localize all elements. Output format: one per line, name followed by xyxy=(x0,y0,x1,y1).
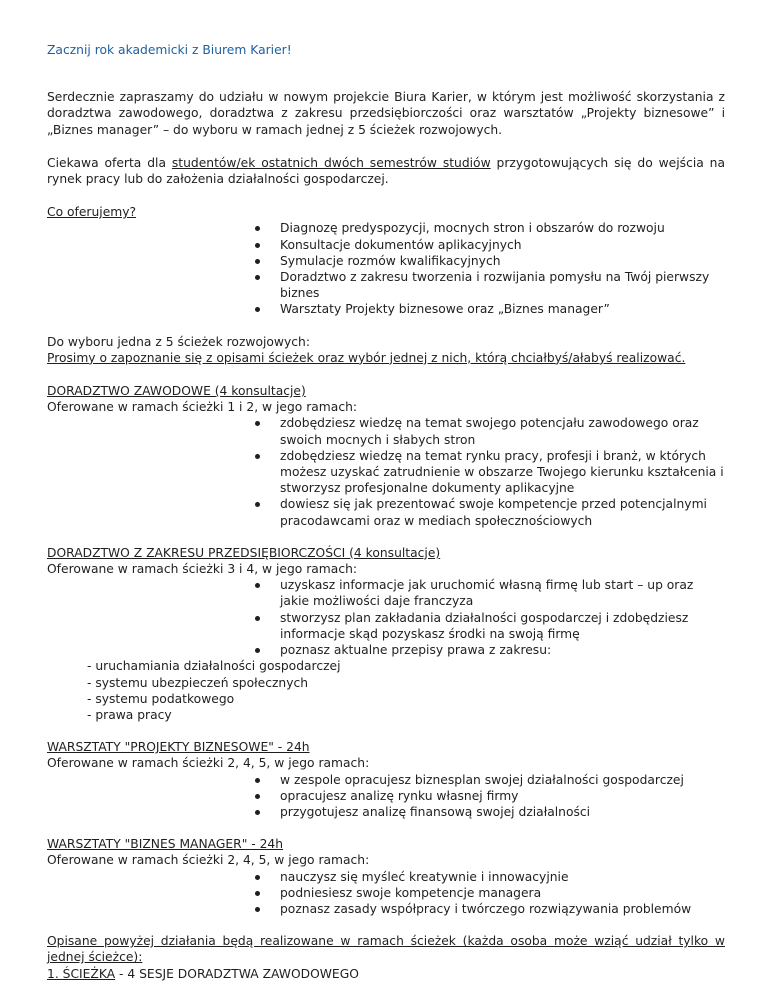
choice-instruction: Prosimy o zapoznanie się z opisami ścieżek oraz wybór jednej z nich, którą chciałbyś/ałabyś realizować. xyxy=(47,350,686,365)
offer-highlight: studentów/ek ostatnich dwóch semestrów studiów xyxy=(171,155,491,170)
list-item: stworzysz plan zakładania działalności gospodarczej i zdobędziesz informacje skąd pozyskasz środki na swoją firmę xyxy=(280,610,725,642)
dash-item: - systemu ubezpieczeń społecznych xyxy=(87,675,309,690)
section-heading: DORADZTWO Z ZAKRESU PRZEDSIĘBIORCZOŚCI (4 konsultacje) xyxy=(47,545,441,560)
list-item: nauczysz się myśleć kreatywnie i innowacyjnie xyxy=(280,869,725,885)
path-1 xyxy=(47,966,725,982)
list-item: w zespole opracujesz biznesplan swojej działalności gospodarczej xyxy=(280,772,725,788)
choice-line: Do wyboru jedna z 5 ścieżek rozwojowych: xyxy=(47,334,310,349)
section-list xyxy=(47,415,725,528)
offer-post: przygotowujących się do wejścia na rynek pracy lub do założenia działalności gospodarczej. xyxy=(47,155,726,187)
list-item: przygotujesz analizę finansową swojej działalności xyxy=(280,804,725,820)
document-title: Zacznij rok akademicki z Biurem Karier! xyxy=(47,43,292,57)
list-item: opracujesz analizę rynku własnej firmy xyxy=(280,788,725,804)
section-subtitle: Oferowane w ramach ścieżki 1 i 2, w jego ramach: xyxy=(47,400,358,415)
list-item: uzyskasz informacje jak uruchomić własną firmę lub start – up oraz jakie możliwości daje franczyza xyxy=(280,577,725,609)
section-heading: WARSZTATY "PROJEKTY BIZNESOWE" - 24h xyxy=(47,740,310,755)
dash-item: - prawa pracy xyxy=(87,707,172,722)
offer-paragraph xyxy=(47,155,725,187)
list-item: Doradztwo z zakresu tworzenia i rozwijania pomysłu na Twój pierwszy biznes xyxy=(280,269,725,301)
dash-item: - systemu podatkowego xyxy=(87,691,235,706)
section-subtitle: Oferowane w ramach ścieżki 3 i 4, w jego ramach: xyxy=(47,562,358,577)
list-item: poznasz zasady współpracy i twórczego rozwiązywania problemów xyxy=(280,901,725,917)
dash-item: - uruchamiania działalności gospodarczej xyxy=(87,659,341,674)
offer-pre: Ciekawa oferta dla xyxy=(47,155,172,170)
section-subtitle: Oferowane w ramach ścieżki 2, 4, 5, w jego ramach: xyxy=(47,756,370,771)
list-item: poznasz aktualne przepisy prawa z zakresu: xyxy=(280,642,725,658)
paths-heading: Opisane powyżej działania będą realizowane w ramach ścieżek (każda osoba może wziąć udział tylko w jednej ścieżce): xyxy=(47,934,725,965)
section-list xyxy=(47,577,725,658)
section-heading: WARSZTATY "BIZNES MANAGER" - 24h xyxy=(47,837,284,852)
list-item: Symulacje rozmów kwalifikacyjnych xyxy=(280,253,725,269)
path-1-text: - 4 SESJE DORADZTWA ZAWODOWEGO xyxy=(115,966,359,981)
what-we-offer-heading: Co oferujemy? xyxy=(47,205,137,220)
list-item: podniesiesz swoje kompetencje managera xyxy=(280,885,725,901)
list-item: zdobędziesz wiedzę na temat swojego potencjału zawodowego oraz swoich mocnych i słabych stron xyxy=(280,415,725,447)
list-item: dowiesz się jak prezentować swoje kompetencje przed potencjalnymi pracodawcami oraz w mediach społecznościowych xyxy=(280,496,725,528)
what-we-offer-list xyxy=(47,220,725,317)
section-list xyxy=(47,772,725,821)
section-list xyxy=(47,869,725,918)
intro-paragraph: Serdecznie zapraszamy do udziału w nowym projekcie Biura Karier, w którym jest możliwość skorzystania z doradztwa zawodowego, doradztwa z zakresu przedsiębiorczości oraz warsztatów „Projekty biznesowe” i „Biznes manager” – do wyboru w ramach jednej z 5 ścieżek rozwojowych. xyxy=(47,90,725,137)
list-item: zdobędziesz wiedzę na temat rynku pracy, profesji i branż, w których możesz uzyskać zatrudnienie w obszarze Twojego kierunku kształcenia i stworzysz profesjonalne dokumenty aplikacyjne xyxy=(280,448,724,496)
path-1-label: 1. ŚCIEŻKA xyxy=(47,966,116,981)
list-item: Warsztaty Projekty biznesowe oraz „Biznes manager” xyxy=(280,301,725,317)
section-heading: DORADZTWO ZAWODOWE (4 konsultacje) xyxy=(47,384,306,399)
document-page xyxy=(47,42,725,982)
section-subtitle: Oferowane w ramach ścieżki 2, 4, 5, w jego ramach: xyxy=(47,853,370,868)
list-item: Diagnozę predyspozycji, mocnych stron i obszarów do rozwoju xyxy=(280,220,725,236)
list-item: Konsultacje dokumentów aplikacyjnych xyxy=(280,237,725,253)
